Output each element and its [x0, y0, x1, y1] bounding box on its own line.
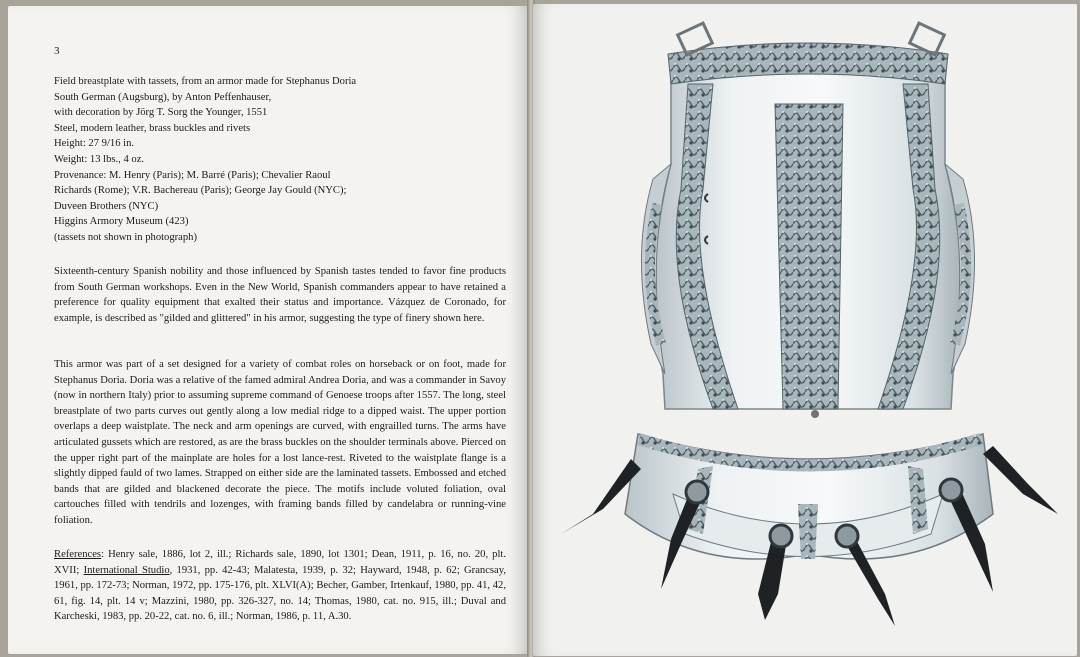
caption-line: Duveen Brothers (NYC) [54, 200, 159, 212]
caption-line: Provenance: M. Henry (Paris); M. Barré (Paris); Chevalier Raoul [54, 169, 331, 181]
caption-line: Field breastplate with tassets, from an armor made for Stephanus Doria [54, 76, 357, 87]
object-caption [54, 74, 514, 246]
rivet [836, 525, 858, 547]
caption-line: Richards (Rome); V.R. Bachereau (Paris); George Jay Gould (NYC); [54, 185, 347, 197]
body-paragraph-2: This armor was part of a set designed for a variety of combat roles on horseback or on foot, made for Stephanus Doria. Doria was a relative of the famed admiral Andrea Doria, and was a commander in Savoy (now in northern Italy) prior to assuming supreme command of Genoese troops after 1557. The long, steel breastplate of two parts curves out gently along a low medial ridge to a dipped waist. The upper portion overlaps a deep waistplate. The neck and arm openings are curved, with engrailled turns. The arms have articulated gussets which are restored, as are the brass buckles on the shoulder terminals above. Pierced on the upper right part of the mainplate are holes for a lost lance-rest. Riveted to the waistplate flange is a slightly dipped fauld of two lames. Strapped on either side are the laminated tassets. Embossed and etched bands that are gilded and blackened decorate the piece. The motifs include voluted foliation, oval cartouches filled with tendrils and lozenges, with framing bands filled by candelabra or running-vine foliation. [54, 359, 506, 526]
caption-line: South German (Augsburg), by Anton Peffenhauser, [54, 91, 272, 103]
caption-line: Weight: 13 lbs., 4 oz. [54, 153, 145, 165]
caption-line: with decoration by Jörg T. Sorg the Younger, 1551 [54, 107, 268, 119]
rivet [686, 481, 708, 503]
central-etched-band [775, 104, 843, 409]
breastplate-illustration [553, 14, 1063, 644]
references-journal-title: International Studio [83, 564, 170, 576]
references-text-1: : Henry sale, 1886, lot 2, ill.; Richards sale, 1890, lot 1301; Dean, 1911, p. 16, no. 20, plt. XVII; [54, 549, 506, 576]
references-label: References [54, 549, 102, 560]
left-page [8, 6, 530, 654]
references [54, 547, 506, 625]
caption-line: Steel, modern leather, brass buckles and rivets [54, 122, 251, 134]
body-paragraph-1: Sixteenth-century Spanish nobility and those influenced by Spanish tastes tended to favor fine products from South German workshops. Even in the New World, Spanish commanders appear to have retained a preference for quality equipment that exalted their status and importance. Vázquez de Coronado, for example, is described as "gilded and glittered" in his armor, suggesting the type of finery shown here. [54, 266, 506, 324]
right-outer-strap [983, 446, 1058, 514]
caption-line: (tassets not shown in photograph) [54, 231, 198, 243]
right-page [533, 4, 1077, 656]
page-number: 3 [54, 45, 60, 57]
breastplate-photograph [553, 14, 1063, 644]
caption-line: Higgins Armory Museum (423) [54, 216, 189, 228]
rivet [940, 479, 962, 501]
rivet [770, 525, 792, 547]
references-text-2: , 1931, pp. 42-43; Malatesta, 1939, p. 32; Hayward, 1948, p. 62; Grancsay, 1961, pp. 172-73; Norman, 1972, pp. 175-176, plt. XLVI(A); Becher, Gamber, Irtenkauf, 1980, pp. 41, 42, 61, fig. 14, plt. 14 v; Mazzini, 1980, pp. 326-327, no. 14; Thomas, 1980, cat. no. 915, ill.; Duval and Karcheski, 1983, pp. 20-22, cat. no. 6, ill.; Norman, 1986, p. 11, A.30. [54, 564, 506, 623]
caption-line: Height: 27 9/16 in. [54, 138, 135, 150]
